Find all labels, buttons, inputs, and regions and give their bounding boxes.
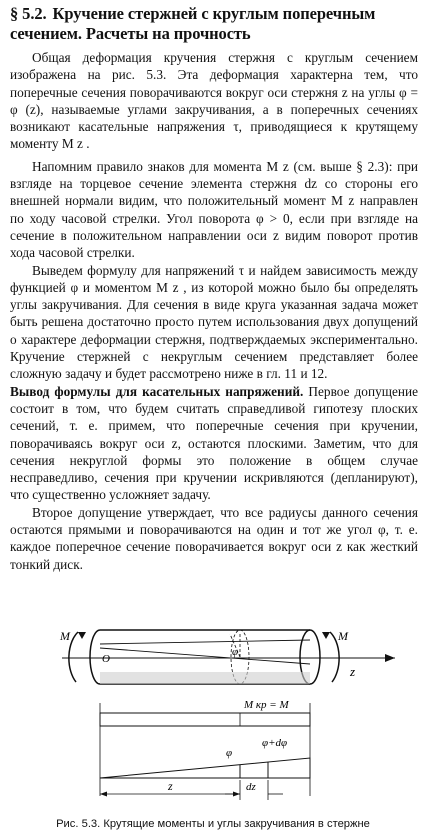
label-O: O (102, 653, 110, 665)
paragraph-4-lead: Вывод формулы для касательных напряжений. (10, 383, 304, 399)
torque-diagram (100, 713, 310, 726)
figure-caption: Рис. 5.3. Крутящие моменты и углы закручивания в стержне (56, 818, 370, 830)
label-Mkp: M кр = M (244, 699, 289, 711)
paragraph-4 (10, 383, 418, 504)
label-phi-dphi: φ+dφ (262, 737, 288, 749)
cylinder-shading (100, 672, 310, 684)
label-dz: dz (246, 781, 256, 793)
label-M-right: M (338, 629, 348, 643)
figure-5-3 (0, 618, 426, 818)
angle-diagram (100, 758, 310, 778)
label-phi: φ (226, 747, 233, 759)
section-number: § 5.2. (10, 4, 47, 23)
moment-right-arrowhead (322, 632, 330, 639)
torsion-figure (0, 618, 426, 818)
body-text (10, 49, 418, 573)
paragraph-5: Второе допущение утверждает, что все радиусы данного сечения остаются прямыми и поворачиваются на один и тот же угол φ, т. е. каждое поперечное сечение поворачивается вокруг оси z как жесткий тонкий диск. (10, 504, 418, 572)
section-title-line1: Кручение стержней с круглым поперечным (52, 4, 376, 23)
label-M-left: M (60, 629, 70, 643)
paragraph-2: Напомним правило знаков для момента M z (см. выше § 2.3): при взгляде на торцевое сечение элемента стержня dz со стороны его внешней нормали видим, что положительный момент M z направлен по ходу часовой стрелки. Угол поворота φ > 0, если при взгляде на сечение в положительном направлении оси z видим поворот против хода часовой стрелки. (10, 158, 418, 261)
label-phi-top: φ (232, 646, 239, 658)
section-heading (10, 4, 420, 44)
paragraph-3: Выведем формулу для напряжений τ и найдем зависимость между функцией φ и моментом M z , из которой можно было бы определять углы закручивания. Для сечения в виде круга указанная задача может быть решена достаточно просто путем использования двух допущений о характере деформации стержня, подтверждаемых экспериментально. Кручение стержней с некруглым сечением представляет более сложную задачу и будет рассмотрено ниже в гл. 11 и 12. (10, 262, 418, 382)
label-z: z (168, 779, 173, 793)
cylinder-left-end (90, 630, 100, 684)
dimension-z-arrow-left (100, 792, 107, 797)
generator-line-1 (100, 640, 310, 644)
z-axis-arrow (385, 654, 395, 662)
section-title-line2: сечением. Расчеты на прочность (10, 24, 251, 43)
generator-line-2 (100, 648, 310, 664)
paragraph-4-text: Первое допущение состоит в том, что будем считать справедливой гипотезу плоских сечений, т. е. примем, что поперечные сечения при кручении, поворачиваясь вокруг оси z, остаются плоскими. Заметим, что для сечения некруглой формы это положение в общем случае несправедливо, сечения при кручении искривляются (депланируют), что существенно усложняет задачу. (10, 383, 418, 503)
label-z-axis: z (350, 664, 356, 679)
paragraph-1: Общая деформация кручения стержня с круглым сечением изображена на рис. 5.3. Эта деформация характерна тем, что поперечные сечения поворачиваются вокруг оси стержня z на углы φ = φ (z), называемые углами закручивания, а в поперечных сечениях возникают касательные напряжения τ, приводящиеся к крутящему моменту M z . (10, 50, 418, 152)
moment-left-arc (69, 632, 78, 682)
moment-left-arrowhead (78, 632, 86, 639)
